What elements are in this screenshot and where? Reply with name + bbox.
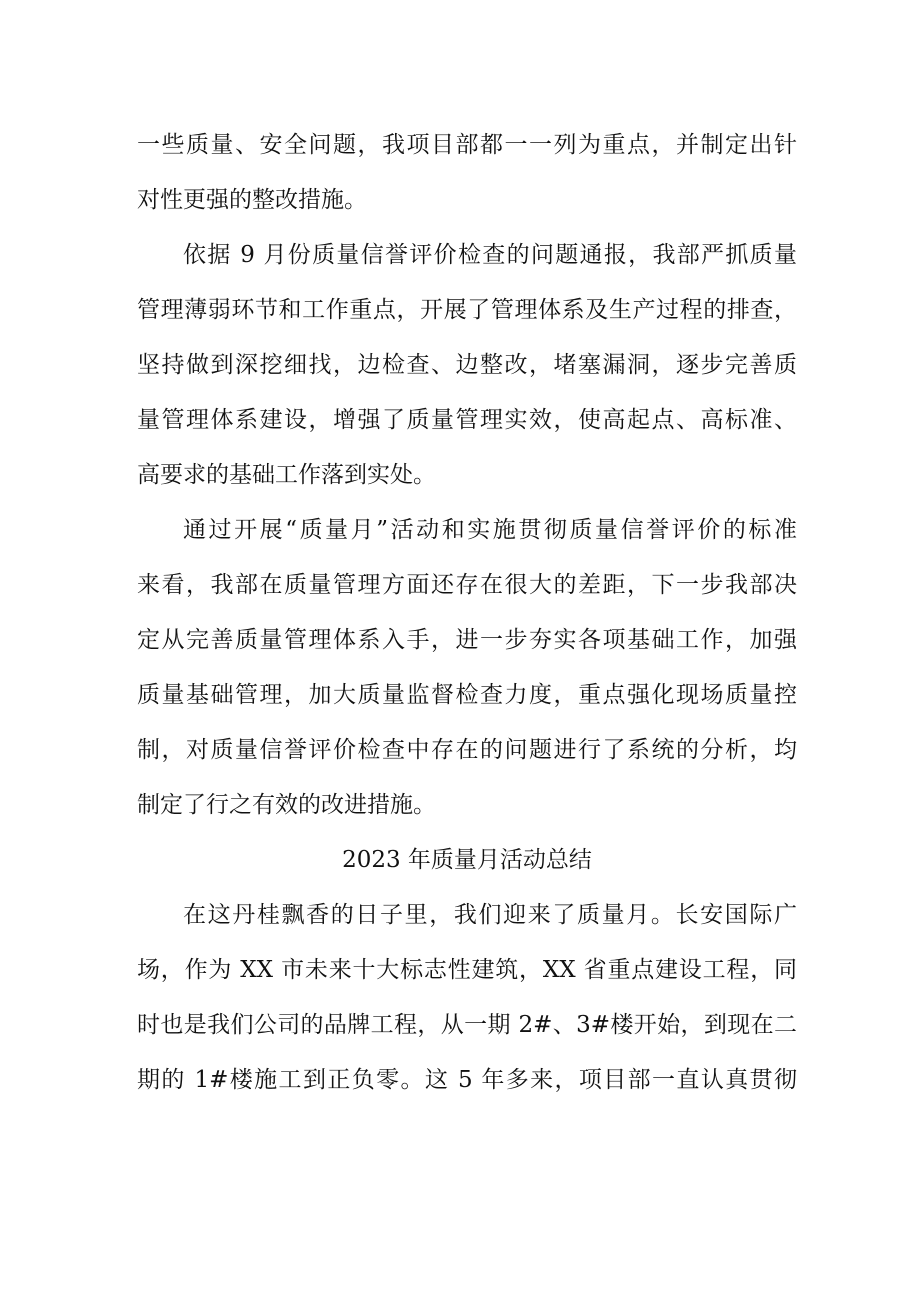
text-line: 来看，我部在质量管理方面还存在很大的差距，下一步我部决 xyxy=(137,572,797,598)
text-line: 通过开展“质量月”活动和实施贯彻质量信誉评价的标准 xyxy=(183,517,797,543)
text-line: 在这丹桂飘香的日子里，我们迎来了质量月。长安国际广 xyxy=(183,902,797,928)
text-line: 期的 1#楼施工到正负零。这 5 年多来，项目部一直认真贯彻 xyxy=(137,1067,797,1093)
text-line: 制定了行之有效的改进措施。 xyxy=(137,792,436,818)
text-line: 量管理体系建设，增强了质量管理实效，使高起点、高标准、 xyxy=(137,407,797,433)
section-heading: 2023 年质量月活动总结 xyxy=(342,847,592,873)
text-line: 坚持做到深挖细找，边检查、边整改，堵塞漏洞，逐步完善质 xyxy=(137,352,797,378)
text-line: 场，作为 XX 市未来十大标志性建筑，XX 省重点建设工程，同 xyxy=(137,957,797,983)
text-line: 时也是我们公司的品牌工程，从一期 2#、3#楼开始，到现在二 xyxy=(137,1012,797,1038)
text-line: 质量基础管理，加大质量监督检查力度，重点强化现场质量控 xyxy=(137,682,797,708)
document-body xyxy=(137,118,797,1108)
text-line: 对性更强的整改措施。 xyxy=(137,187,367,213)
text-line: 高要求的基础工作落到实处。 xyxy=(137,462,436,488)
text-line: 制，对质量信誉评价检查中存在的问题进行了系统的分析，均 xyxy=(137,737,797,763)
text-line: 定从完善质量管理体系入手，进一步夯实各项基础工作，加强 xyxy=(137,627,797,653)
text-line: 一些质量、安全问题，我项目部都一一列为重点，并制定出针 xyxy=(137,132,797,158)
text-line: 管理薄弱环节和工作重点，开展了管理体系及生产过程的排查， xyxy=(137,297,797,323)
text-line: 依据 9 月份质量信誉评价检查的问题通报，我部严抓质量 xyxy=(183,242,797,268)
